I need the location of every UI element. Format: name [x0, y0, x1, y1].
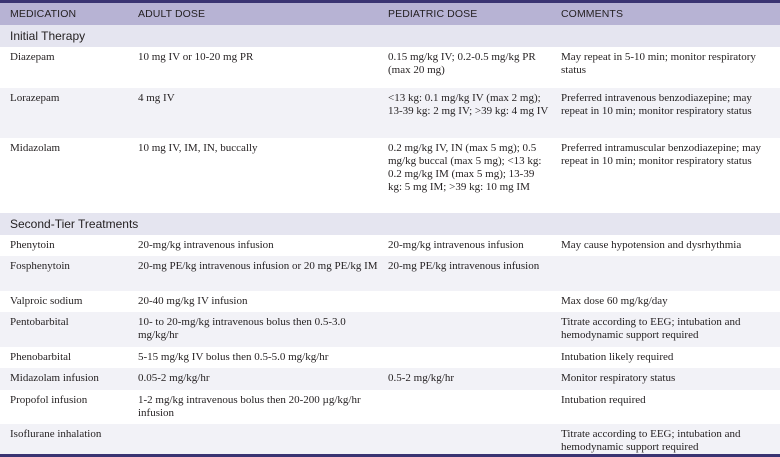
table-row — [0, 347, 780, 368]
medication-cell: Isoflurane inhalation — [0, 424, 128, 456]
section-title: Initial Therapy — [0, 25, 780, 47]
table-row — [0, 47, 780, 88]
medication-cell: Fosphenytoin — [0, 256, 128, 291]
header-row — [0, 2, 780, 26]
section-title: Second-Tier Treatments — [0, 213, 780, 235]
pediatric-dose-cell: 0.15 mg/kg IV; 0.2-0.5 mg/kg PR (max 20 mg) — [388, 51, 536, 76]
header-adult-dose: ADULT DOSE — [128, 2, 378, 26]
table-row — [0, 291, 780, 312]
comments-cell: May cause hypotension and dysrhythmia — [561, 239, 742, 251]
table-row — [0, 138, 780, 213]
comments-cell — [551, 256, 780, 291]
pediatric-dose-cell — [378, 312, 551, 347]
adult-dose-cell: 10 mg IV or 10-20 mg PR — [138, 51, 254, 63]
comments-cell: May repeat in 5-10 min; monitor respiratory status — [561, 51, 756, 76]
adult-dose-cell: 20-mg/kg intravenous infusion — [138, 239, 274, 251]
comments-cell: Max dose 60 mg/kg/day — [561, 295, 668, 307]
medication-cell: Pentobarbital — [0, 312, 128, 347]
table-header — [0, 2, 780, 26]
pediatric-dose-cell: <13 kg: 0.1 mg/kg IV (max 2 mg); 13-39 kg: 2 mg IV; >39 kg: 4 mg IV — [378, 88, 551, 138]
table-row — [0, 235, 780, 256]
header-pediatric-dose: PEDIATRIC DOSE — [378, 2, 551, 26]
pediatric-dose-cell — [378, 424, 551, 456]
comments-cell: Intubation required — [561, 394, 646, 406]
comments-cell: Preferred intramuscular benzodiazepine; may repeat in 10 min; monitor respiratory status — [561, 142, 762, 167]
adult-dose-cell: 4 mg IV — [128, 88, 378, 138]
pediatric-dose-cell: 20-mg PE/kg intravenous infusion — [378, 256, 551, 291]
adult-dose-cell: 20-mg PE/kg intravenous infusion or 20 mg PE/kg IM — [128, 256, 378, 291]
header-comments: COMMENTS — [551, 2, 780, 26]
pediatric-dose-cell: 0.5-2 mg/kg/hr — [378, 368, 551, 390]
table-row — [0, 368, 780, 390]
adult-dose-cell: 1-2 mg/kg intravenous bolus then 20-200 µg/kg/hr infusion — [138, 394, 361, 419]
table-row — [0, 312, 780, 347]
pediatric-dose-cell: 20-mg/kg intravenous infusion — [388, 239, 524, 251]
adult-dose-cell: 20-40 mg/kg IV infusion — [138, 295, 248, 307]
table-body — [0, 25, 780, 456]
table-row — [0, 88, 780, 138]
section-row-initial-therapy — [0, 25, 780, 47]
pediatric-dose-cell — [378, 347, 551, 368]
adult-dose-cell: 0.05-2 mg/kg/hr — [128, 368, 378, 390]
pediatric-dose-cell — [378, 291, 551, 312]
table-row — [0, 424, 780, 456]
medication-cell: Propofol infusion — [10, 394, 88, 406]
comments-cell: Monitor respiratory status — [551, 368, 780, 390]
comments-cell: Titrate according to EEG; intubation and hemodynamic support required — [551, 312, 780, 347]
adult-dose-cell: 5-15 mg/kg IV bolus then 0.5-5.0 mg/kg/hr — [138, 351, 329, 363]
table-row — [0, 390, 780, 424]
comments-cell: Titrate according to EEG; intubation and hemodynamic support required — [551, 424, 780, 456]
section-row-second-tier-treatments — [0, 213, 780, 235]
comments-cell: Intubation likely required — [561, 351, 674, 363]
adult-dose-cell — [128, 424, 378, 456]
adult-dose-cell: 10 mg IV, IM, IN, buccally — [138, 142, 258, 154]
medication-cell: Valproic sodium — [10, 295, 83, 307]
medication-cell: Lorazepam — [0, 88, 128, 138]
table-row — [0, 256, 780, 291]
pediatric-dose-cell: 0.2 mg/kg IV, IN (max 5 mg); 0.5 mg/kg buccal (max 5 mg); <13 kg: 0.2 mg/kg IM (max 5 mg); 13-39 kg: 5 mg IM; >39 kg: 10 mg IM — [388, 142, 542, 193]
adult-dose-cell: 10- to 20-mg/kg intravenous bolus then 0.5-3.0 mg/kg/hr — [128, 312, 378, 347]
header-medication: MEDICATION — [0, 2, 128, 26]
pediatric-dose-cell — [378, 390, 551, 424]
medication-cell: Midazolam infusion — [0, 368, 128, 390]
comments-cell: Preferred intravenous benzodiazepine; may repeat in 10 min; monitor respiratory status — [551, 88, 780, 138]
medication-cell: Diazepam — [10, 51, 55, 63]
medication-cell: Phenytoin — [10, 239, 55, 251]
medication-cell: Phenobarbital — [10, 351, 72, 363]
medication-cell: Midazolam — [10, 142, 61, 154]
